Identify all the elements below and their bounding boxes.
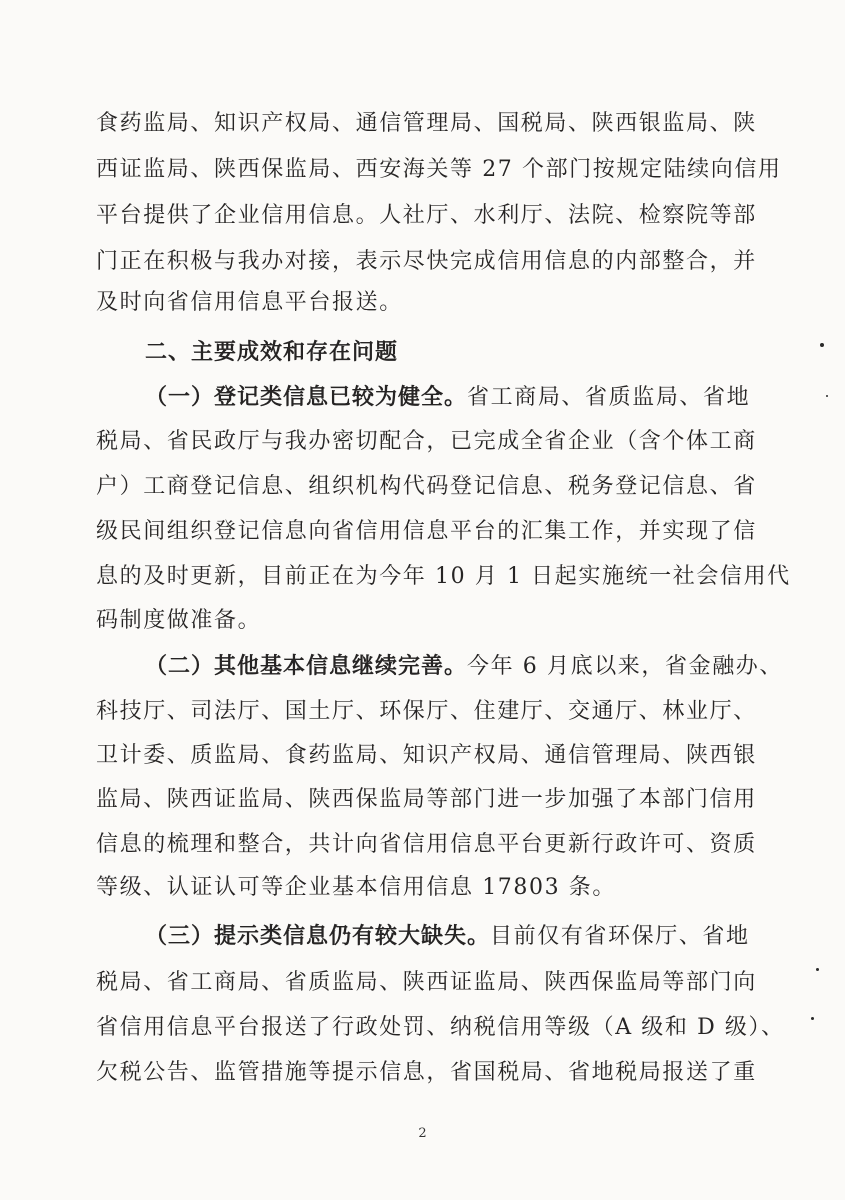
body-line: 平台提供了企业信用信息。人社厅、水利厅、法院、检察院等部	[96, 203, 757, 228]
body-line: 卫计委、质监局、食药监局、知识产权局、通信管理局、陕西银	[96, 743, 757, 768]
body-line: 码制度做准备。	[96, 608, 262, 633]
body-line: 息的及时更新，目前正在为今年 10 月 1 日起实施统一社会信用代	[96, 564, 791, 589]
paragraph-lead: （三）提示类信息仍有较大缺失。	[145, 924, 491, 949]
body-line: 等级、认证认可等企业基本信用信息 17803 条。	[96, 875, 616, 900]
body-line: 科技厅、司法厅、国土厅、环保厅、住建厅、交通厅、林业厅、	[96, 699, 757, 724]
paragraph-text: 目前仅有省环保厅、省地	[490, 924, 750, 949]
section-heading: 二、主要成效和存在问题	[145, 340, 399, 365]
paragraph-first-line	[145, 922, 765, 952]
body-line: 税局、省工商局、省质监局、陕西证监局、陕西保监局等部门向	[96, 970, 757, 995]
body-line: 及时向省信用信息平台报送。	[96, 290, 403, 315]
paragraph-lead: （二）其他基本信息继续完善。	[145, 654, 468, 679]
body-line: 门正在积极与我办对接，表示尽快完成信用信息的内部整合，并	[96, 249, 757, 274]
paragraph-text: 省工商局、省质监局、省地	[467, 385, 751, 410]
paragraph-first-line	[145, 383, 765, 413]
paragraph-text: 今年 6 月底以来，省金融办、	[467, 654, 783, 679]
scan-speck	[826, 395, 828, 397]
body-line: 欠税公告、监管措施等提示信息，省国税局、省地税局报送了重	[96, 1060, 757, 1085]
body-line: 食药监局、知识产权局、通信管理局、国税局、陕西银监局、陕	[96, 111, 757, 136]
body-line: 西证监局、陕西保监局、西安海关等 27 个部门按规定陆续向信用	[96, 157, 782, 182]
scan-speck	[816, 968, 819, 971]
body-line: 省信用信息平台报送了行政处罚、纳税信用等级（A 级和 D 级）、	[96, 1015, 785, 1040]
body-line: 税局、省民政厅与我办密切配合，已完成全省企业（含个体工商	[96, 429, 757, 454]
scan-speck	[820, 343, 824, 347]
scan-speck	[811, 1017, 814, 1020]
body-line: 户）工商登记信息、组织机构代码登记信息、税务登记信息、省	[96, 474, 757, 499]
body-line: 级民间组织登记信息向省信用信息平台的汇集工作，并实现了信	[96, 519, 757, 544]
body-line: 监局、陕西证监局、陕西保监局等部门进一步加强了本部门信用	[96, 787, 757, 812]
paragraph-first-line	[145, 652, 783, 682]
paragraph-lead: （一）登记类信息已较为健全。	[145, 385, 468, 410]
page-number: 2	[418, 1126, 427, 1141]
body-line: 信息的梳理和整合，共计向省信用信息平台更新行政许可、资质	[96, 832, 757, 857]
